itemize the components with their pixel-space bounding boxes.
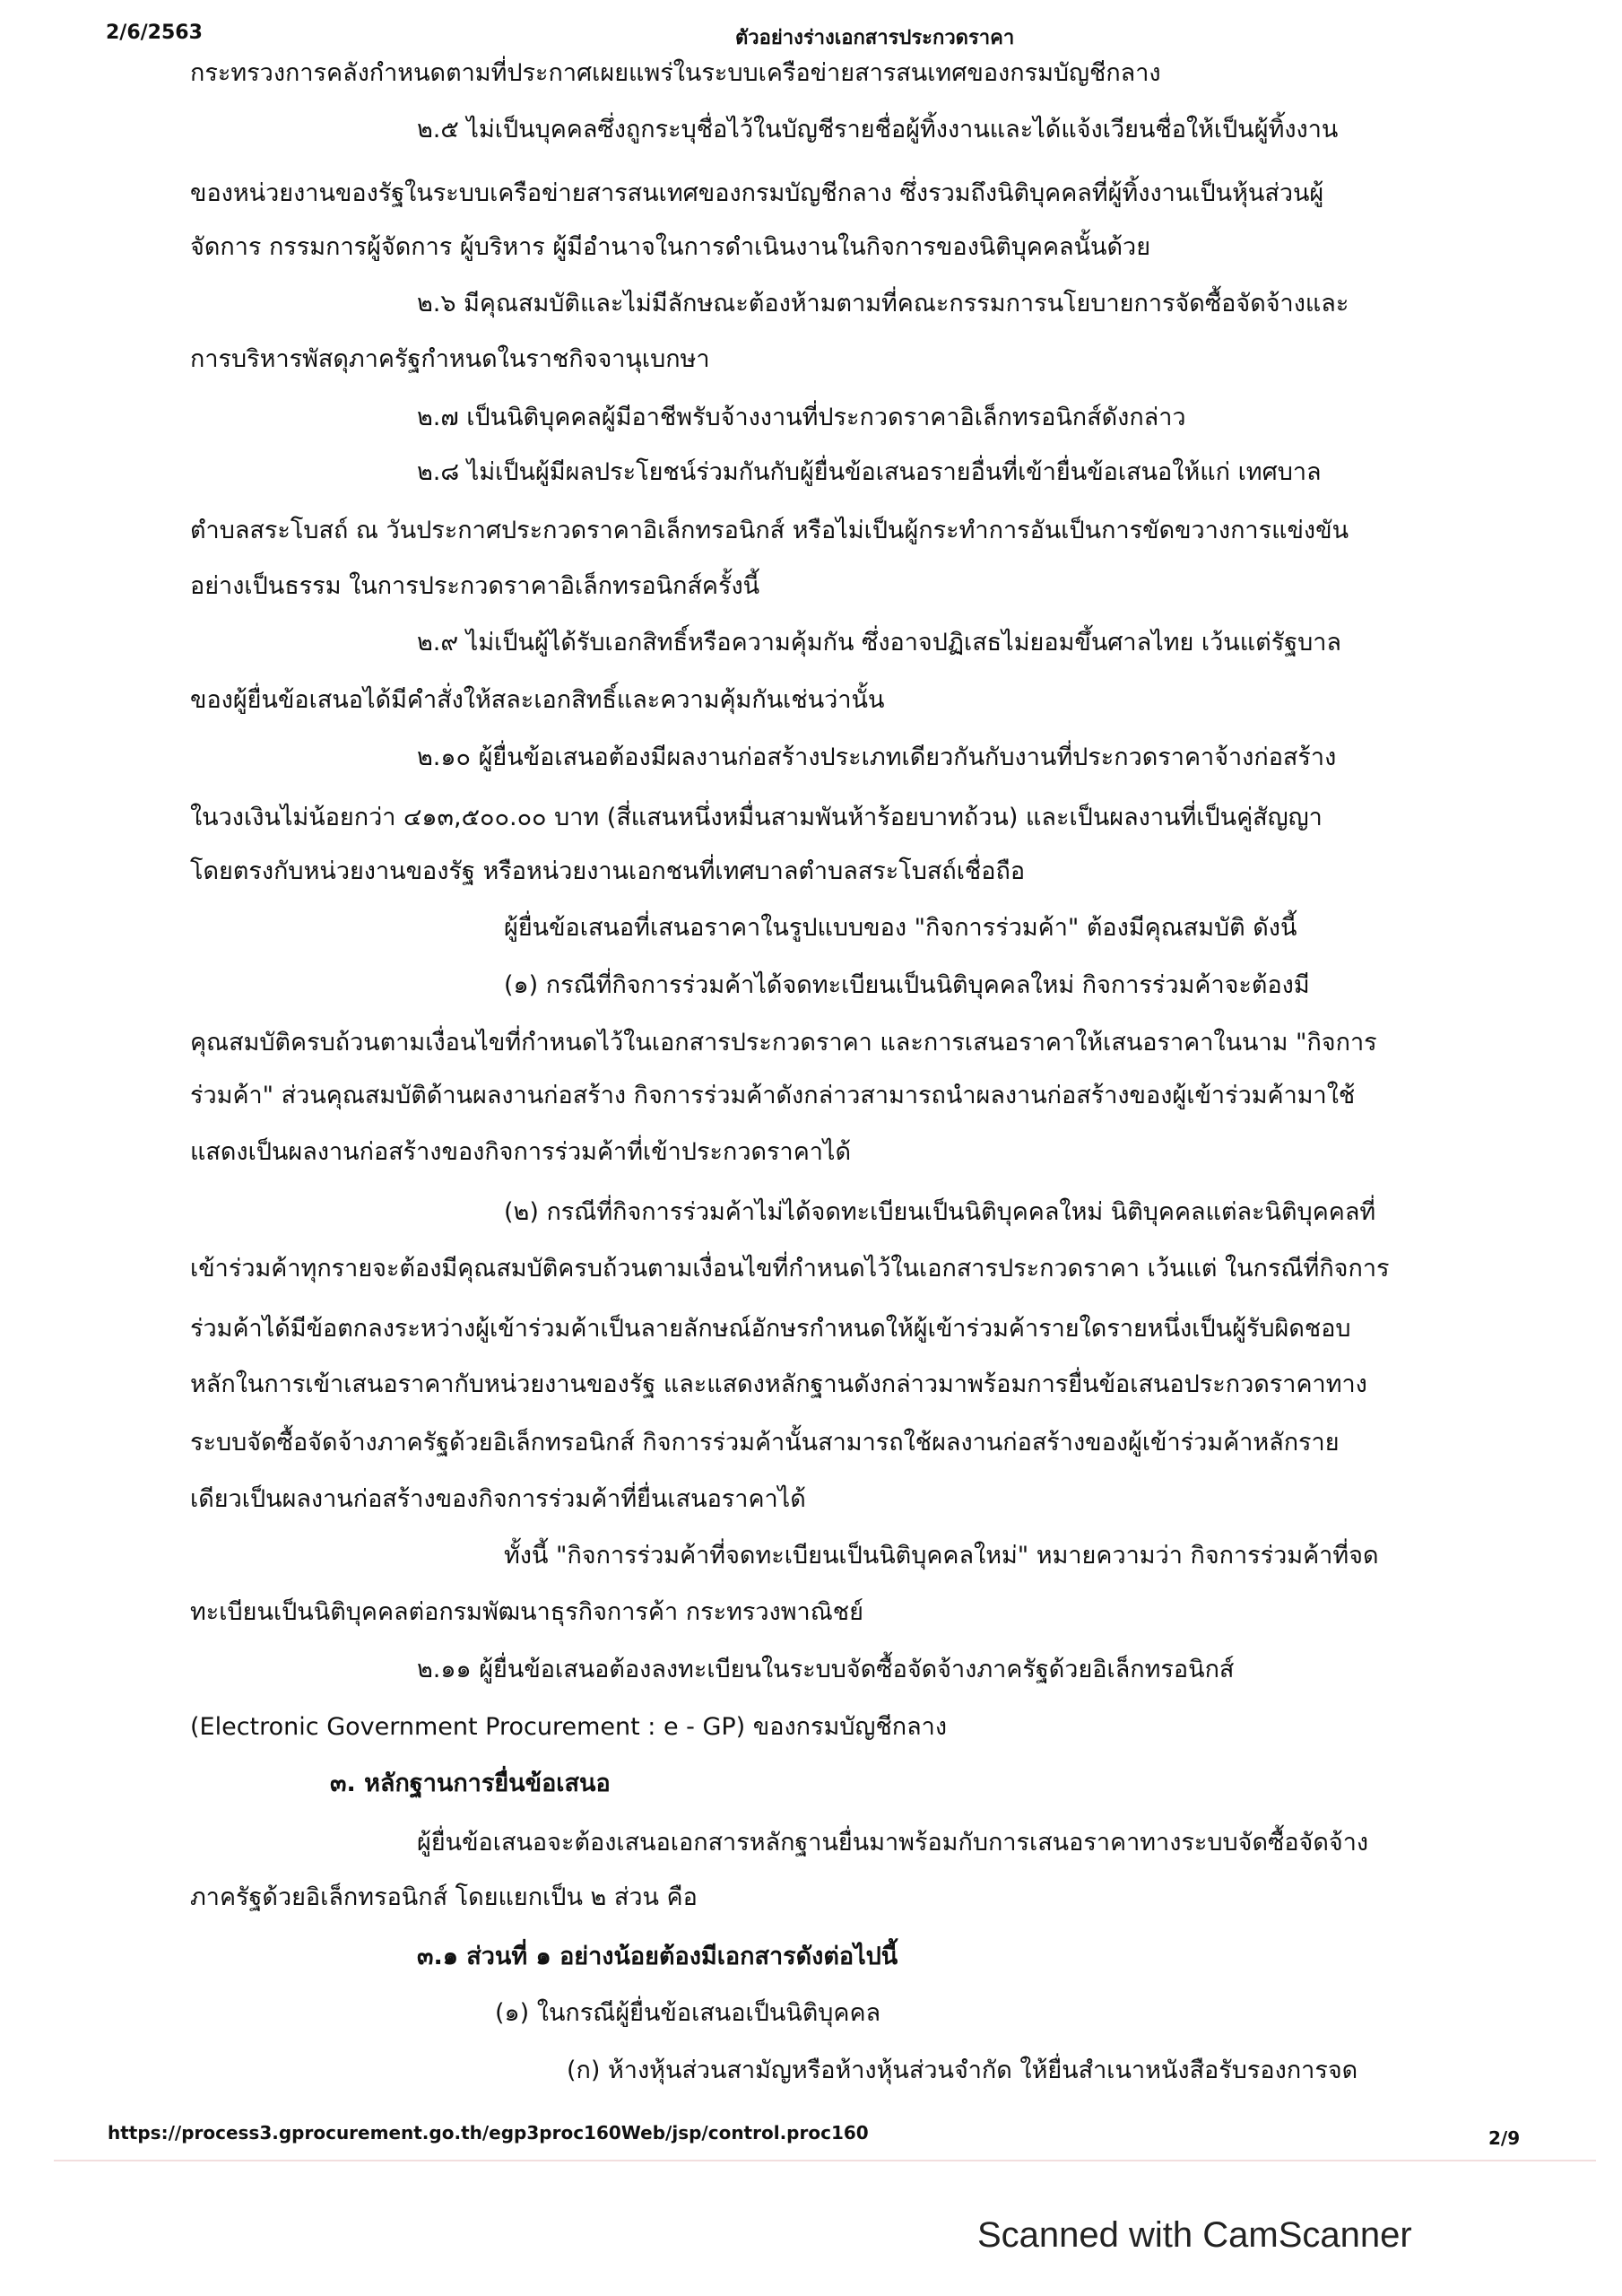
text-line: แสดงเป็นผลงานก่อสร้างของกิจการร่วมค้าที่เข้าประกวดราคาได้ [190, 1138, 852, 1166]
text-line: ผู้ยื่นข้อเสนอจะต้องเสนอเอกสารหลักฐานยื่นมาพร้อมกับการเสนอราคาทางระบบจัดซื้อจัดจ้าง [417, 1829, 1369, 1857]
text-line: ๒.๗ เป็นนิติบุคคลผู้มีอาชีพรับจ้างงานที่ประกวดราคาอิเล็กทรอนิกส์ดังกล่าว [417, 404, 1186, 431]
text-line: จัดการ กรรมการผู้จัดการ ผู้บริหาร ผู้มีอำนาจในการดำเนินงานในกิจการของนิติบุคคลนั้นด้วย [190, 233, 1151, 261]
text-line: ๒.๑๐ ผู้ยื่นข้อเสนอต้องมีผลงานก่อสร้างประเภทเดียวกันกับงานที่ประกวดราคาจ้างก่อสร้าง [417, 744, 1337, 771]
text-line: ๓. หลักฐานการยื่นข้อเสนอ [330, 1770, 611, 1797]
header-date: 2/6/2563 [106, 22, 203, 44]
text-line: (๑) กรณีที่กิจการร่วมค้าได้จดทะเบียนเป็นนิติบุคคลใหม่ กิจการร่วมค้าจะต้องมี [504, 971, 1310, 999]
text-line: ผู้ยื่นข้อเสนอที่เสนอราคาในรูปแบบของ "กิจการร่วมค้า" ต้องมีคุณสมบัติ ดังนี้ [504, 914, 1297, 942]
text-line: ร่วมค้า" ส่วนคุณสมบัติด้านผลงานก่อสร้าง กิจการร่วมค้าดังกล่าวสามารถนำผลงานก่อสร้างของผู้เข้าร่วมค้ามาใช้ [190, 1082, 1356, 1109]
camscanner-watermark: Scanned with CamScanner [977, 2215, 1412, 2255]
text-line: ๒.๖ มีคุณสมบัติและไม่มีลักษณะต้องห้ามตามที่คณะกรรมการนโยบายการจัดซื้อจัดจ้างและ [417, 290, 1349, 317]
text-line: (ก) ห้างหุ้นส่วนสามัญหรือห้างหุ้นส่วนจำกัด ให้ยื่นสำเนาหนังสือรับรองการจด [567, 2057, 1358, 2084]
text-line: เดียวเป็นผลงานก่อสร้างของกิจการร่วมค้าที่ยื่นเสนอราคาได้ [190, 1485, 806, 1513]
text-line: ทะเบียนเป็นนิติบุคคลต่อกรมพัฒนาธุรกิจการค้า กระทรวงพาณิชย์ [190, 1598, 863, 1626]
text-line: ตำบลสระโบสถ์ ณ วันประกาศประกวดราคาอิเล็กทรอนิกส์ หรือไม่เป็นผู้กระทำการอันเป็นการขัดขวางการแข่งขัน [190, 517, 1349, 544]
text-line: เข้าร่วมค้าทุกรายจะต้องมีคุณสมบัติครบถ้วนตามเงื่อนไขที่กำหนดไว้ในเอกสารประกวดราคา เว้นแต่ ในกรณีที่กิจการ [190, 1255, 1390, 1283]
text-line: ของผู้ยื่นข้อเสนอได้มีคำสั่งให้สละเอกสิทธิ์และความคุ้มกันเช่นว่านั้น [190, 686, 885, 714]
text-line: อย่างเป็นธรรม ในการประกวดราคาอิเล็กทรอนิกส์ครั้งนี้ [190, 572, 760, 600]
text-line: (Electronic Government Procurement : e - GP) ของกรมบัญชีกลาง [190, 1713, 948, 1741]
text-line: ของหน่วยงานของรัฐในระบบเครือข่ายสารสนเทศของกรมบัญชีกลาง ซึ่งรวมถึงนิติบุคคลที่ผู้ทิ้งงานเป็นหุ้นส่วนผู้ [190, 179, 1324, 207]
text-line: ๓.๑ ส่วนที่ ๑ อย่างน้อยต้องมีเอกสารดังต่อไปนี้ [417, 1943, 898, 1970]
text-line: (๒) กรณีที่กิจการร่วมค้าไม่ได้จดทะเบียนเป็นนิติบุคคลใหม่ นิติบุคคลแต่ละนิติบุคคลที่ [504, 1198, 1376, 1226]
text-line: คุณสมบัติครบถ้วนตามเงื่อนไขที่กำหนดไว้ในเอกสารประกวดราคา และการเสนอราคาให้เสนอราคาในนาม "กิจการ [190, 1029, 1377, 1057]
text-line: ๒.๕ ไม่เป็นบุคคลซึ่งถูกระบุชื่อไว้ในบัญชีรายชื่อผู้ทิ้งงานและได้แจ้งเวียนชื่อให้เป็นผู้ทิ้งงาน [417, 116, 1339, 144]
text-line: ในวงเงินไม่น้อยกว่า ๔๑๓,๕๐๐.๐๐ บาท (สี่แสนหนึ่งหมื่นสามพันห้าร้อยบาทถ้วน) และเป็นผลงานที่เป็นคู่สัญญา [190, 804, 1323, 831]
text-line: ระบบจัดซื้อจัดจ้างภาครัฐด้วยอิเล็กทรอนิกส์ กิจการร่วมค้านั้นสามารถใช้ผลงานก่อสร้างของผู้เข้าร่วมค้าหลักราย [190, 1429, 1340, 1457]
text-line: ทั้งนี้ "กิจการร่วมค้าที่จดทะเบียนเป็นนิติบุคคลใหม่" หมายความว่า กิจการร่วมค้าที่จด [504, 1542, 1379, 1570]
header-title: ตัวอย่างร่างเอกสารประกวดราคา [735, 27, 1015, 49]
text-line: ๒.๑๑ ผู้ยื่นข้อเสนอต้องลงทะเบียนในระบบจัดซื้อจัดจ้างภาครัฐด้วยอิเล็กทรอนิกส์ [417, 1656, 1235, 1683]
footer-page-number: 2/9 [1488, 2127, 1521, 2149]
text-line: การบริหารพัสดุภาครัฐกำหนดในราชกิจจานุเบกษา [190, 345, 710, 373]
text-line: หลักในการเข้าเสนอราคากับหน่วยงานของรัฐ และแสดงหลักฐานดังกล่าวมาพร้อมการยื่นข้อเสนอประกวดราคาทาง [190, 1370, 1367, 1398]
text-line: (๑) ในกรณีผู้ยื่นข้อเสนอเป็นนิติบุคคล [495, 1999, 881, 2027]
text-line: ๒.๘ ไม่เป็นผู้มีผลประโยชน์ร่วมกันกับผู้ยื่นข้อเสนอรายอื่นที่เข้ายื่นข้อเสนอให้แก่ เทศบาล [417, 458, 1322, 486]
text-line: ๒.๙ ไม่เป็นผู้ได้รับเอกสิทธิ์หรือความคุ้มกัน ซึ่งอาจปฏิเสธไม่ยอมขึ้นศาลไทย เว้นแต่รัฐบาล [417, 629, 1341, 657]
text-line: โดยตรงกับหน่วยงานของรัฐ หรือหน่วยงานเอกชนที่เทศบาลตำบลสระโบสถ์เชื่อถือ [190, 857, 1026, 885]
footer-divider [54, 2160, 1596, 2161]
text-line: กระทรวงการคลังกำหนดตามที่ประกาศเผยแพร่ในระบบเครือข่ายสารสนเทศของกรมบัญชีกลาง [190, 59, 1161, 87]
text-line: ภาครัฐด้วยอิเล็กทรอนิกส์ โดยแยกเป็น ๒ ส่วน คือ [190, 1883, 698, 1911]
footer-url: https://process3.gprocurement.go.th/egp3proc160Web/jsp/control.proc160 [108, 2122, 869, 2144]
text-line: ร่วมค้าได้มีข้อตกลงระหว่างผู้เข้าร่วมค้าเป็นลายลักษณ์อักษรกำหนดให้ผู้เข้าร่วมค้ารายใดรายหนึ่งเป็นผู้รับผิดชอบ [190, 1315, 1351, 1343]
